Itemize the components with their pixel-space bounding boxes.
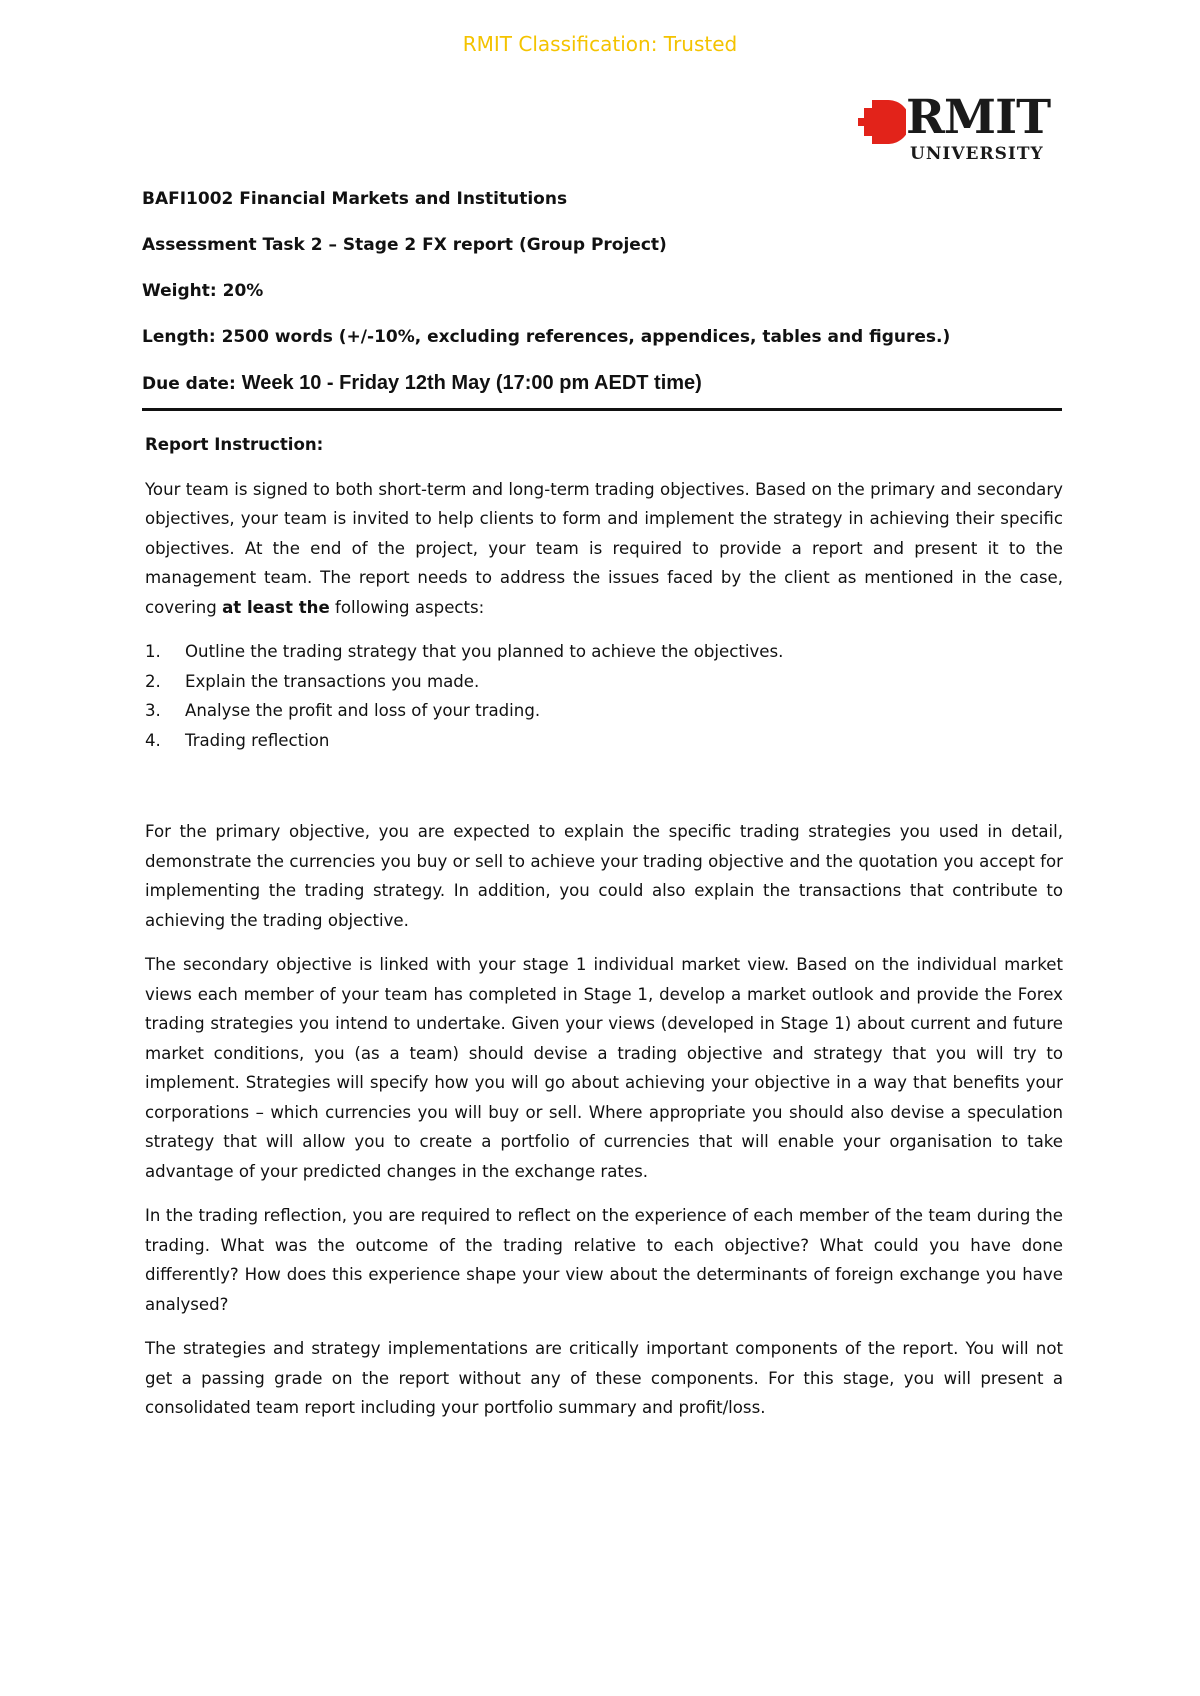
emphasis-text: at least the — [222, 597, 330, 617]
components-paragraph: The strategies and strategy implementations are critically important components of the report. You will not get a passing grade on the report without any of these components. For this stage, you will present a consolidated team report including your portfolio summary and profit/loss. — [145, 1339, 1063, 1417]
due-date-label: Due date: — [142, 374, 242, 394]
list-item: 2. Explain the transactions you made. — [145, 671, 480, 691]
primary-objective-paragraph: For the primary objective, you are expected to explain the specific trading strategies you used in detail, demonstrate the currencies you buy or sell to achieve your trading objective and the quotation you accept for implementing the trading strategy. In addition, you could also explain the transactions that contribute to achieving the trading objective. — [145, 822, 1063, 930]
list-item: 3. Analyse the profit and loss of your trading. — [145, 701, 541, 720]
section-heading: Report Instruction: — [145, 435, 324, 454]
list-item: 1. Outline the trading strategy that you planned to achieve the objectives. — [145, 642, 784, 661]
rmit-pixel-mark-icon — [858, 98, 906, 146]
report-instructions — [145, 430, 1063, 1438]
aspects-list — [145, 637, 1063, 755]
logo-subword: UNIVERSITY — [910, 144, 1044, 164]
rmit-logo — [858, 90, 1058, 166]
logo-wordmark: RMIT — [906, 90, 1051, 145]
weight-line: Weight: 20% — [142, 281, 264, 301]
assessment-header — [142, 188, 1062, 395]
due-date-value: Week 10 - Friday 12th May (17:00 pm AEDT time) — [241, 372, 702, 394]
task-title: Assessment Task 2 – Stage 2 FX report (Group Project) — [142, 235, 667, 255]
due-date-line — [142, 372, 1062, 395]
header-divider — [142, 408, 1062, 411]
length-line: Length: 2500 words (+/-10%, excluding references, appendices, tables and figures.) — [142, 327, 951, 347]
course-title: BAFI1002 Financial Markets and Institutions — [142, 189, 568, 209]
list-item: 4. Trading reflection — [145, 730, 330, 750]
secondary-objective-paragraph: The secondary objective is linked with your stage 1 individual market view. Based on the individual market views each member of your team has completed in Stage 1, develop a market outlook and provide the Forex trading strategies you intend to undertake. Given your views (developed in Stage 1) about current and future market conditions, you (as a team) should devise a trading objective and strategy that you will try to implement. Strategies will specify how you will go about achieving your objective in a way that benefits your corporations – which currencies you will buy or sell. Where appropriate you should also devise a speculation strategy that will allow you to create a portfolio of currencies that will enable your organisation to take advantage of your predicted changes in the exchange rates. — [145, 955, 1063, 1181]
classification-banner: RMIT Classification: Trusted — [462, 32, 738, 56]
intro-paragraph: Your team is signed to both short-term and long-term trading objectives. Based on the primary and secondary objectives, your team is invited to help clients to form and implement the strategy in achieving their specific objectives. At the end of the project, your team is required to provide a report and present it to the management team. The report needs to address the issues faced by the client as mentioned in the case, covering at least the following aspects: — [145, 479, 1063, 617]
trading-reflection-paragraph: In the trading reflection, you are required to reflect on the experience of each member of the team during the trading. What was the outcome of the trading relative to each objective? What could you have done differently? How does this experience shape your view about the determinants of foreign exchange you have analysed? — [145, 1206, 1063, 1314]
